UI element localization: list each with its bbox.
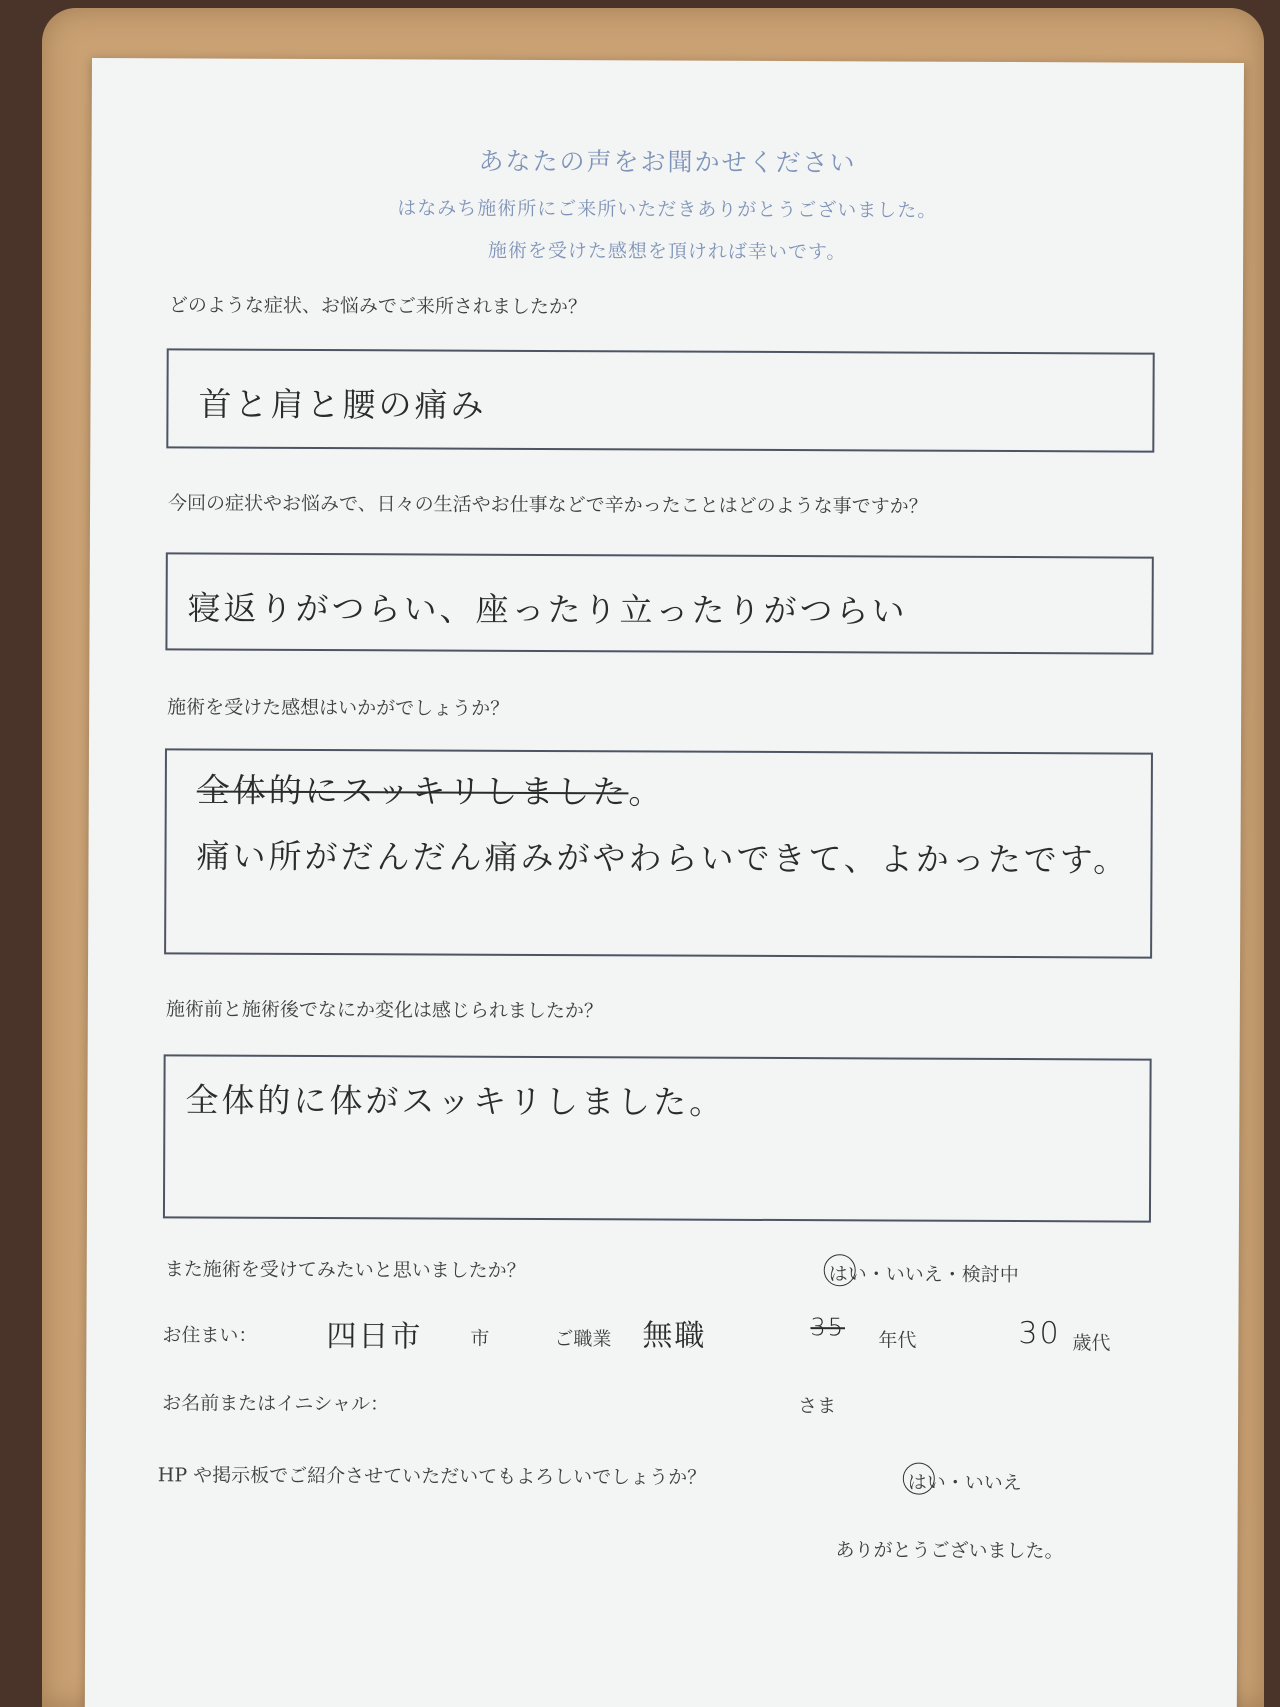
answer-changes: 全体的に体がスッキリしました。 bbox=[185, 1080, 726, 1122]
age-value: 30 bbox=[1018, 1316, 1061, 1352]
age-struck: 35 bbox=[810, 1313, 846, 1342]
struck-tail: 。 bbox=[628, 772, 665, 812]
question-difficulties: 今回の症状やお悩みで、日々の生活やお仕事などで辛かったことはどのような事ですか？ bbox=[168, 492, 928, 518]
revisit-options bbox=[829, 1259, 1019, 1287]
closing-text: ありがとうございました。 bbox=[835, 1539, 1064, 1563]
form-title: あなたの声をお聞かせください bbox=[478, 146, 857, 178]
residence-label: お住まい： bbox=[162, 1324, 258, 1347]
answer-box-changes bbox=[163, 1054, 1152, 1222]
consent-options-text: い・いいえ bbox=[926, 1471, 1022, 1495]
survey-sheet bbox=[85, 58, 1244, 1707]
job-value: 無職 bbox=[642, 1318, 707, 1354]
answer-symptoms: 首と肩と腰の痛み bbox=[198, 384, 487, 425]
answer-difficulties: 寝返りがつらい、座ったり立ったりがつらい bbox=[187, 588, 908, 631]
form-subtitle-2: 施術を受けた感想を頂ければ幸いです。 bbox=[487, 239, 847, 264]
answer-impressions: 痛い所がだんだん痛みがやわらいできて、よかったです。 bbox=[196, 836, 1130, 880]
consent-options bbox=[908, 1468, 1022, 1495]
revisit-circled-yes: は bbox=[829, 1259, 848, 1286]
question-impressions: 施術を受けた感想はいかがでしょうか？ bbox=[167, 696, 510, 720]
question-revisit: また施術を受けてみたいと思いましたか？ bbox=[164, 1258, 526, 1282]
residence-suffix: 市 bbox=[470, 1327, 490, 1350]
job-label: ご職業 bbox=[554, 1328, 612, 1351]
name-label: お名前またはイニシャル： bbox=[162, 1392, 390, 1416]
residence-value: 四日市 bbox=[326, 1319, 423, 1355]
consent-circled-yes: は bbox=[908, 1468, 927, 1495]
question-changes: 施術前と施術後でなにか変化は感じられましたか？ bbox=[165, 998, 603, 1023]
form-subtitle-1: はなみち施術所にご来所いただきありがとうございました。 bbox=[397, 197, 938, 222]
name-suffix: さま bbox=[798, 1395, 837, 1418]
answer-box-symptoms bbox=[166, 348, 1154, 452]
consent-question: HP や掲示板でご紹介させていただいてもよろしいでしょうか？ bbox=[157, 1464, 707, 1489]
revisit-options-text: い・いいえ・検討中 bbox=[847, 1263, 1019, 1287]
answer-box-impressions bbox=[164, 748, 1153, 958]
age-suffix: 年代 bbox=[878, 1329, 917, 1352]
answer-box-difficulties bbox=[165, 552, 1153, 654]
answer-impressions-struck bbox=[197, 764, 665, 813]
age-value-suffix: 歳代 bbox=[1072, 1332, 1111, 1355]
struck-text: 全体的にスッキリしました bbox=[196, 770, 629, 812]
question-symptoms: どのような症状、お悩みでご来所されましたか？ bbox=[168, 294, 587, 319]
